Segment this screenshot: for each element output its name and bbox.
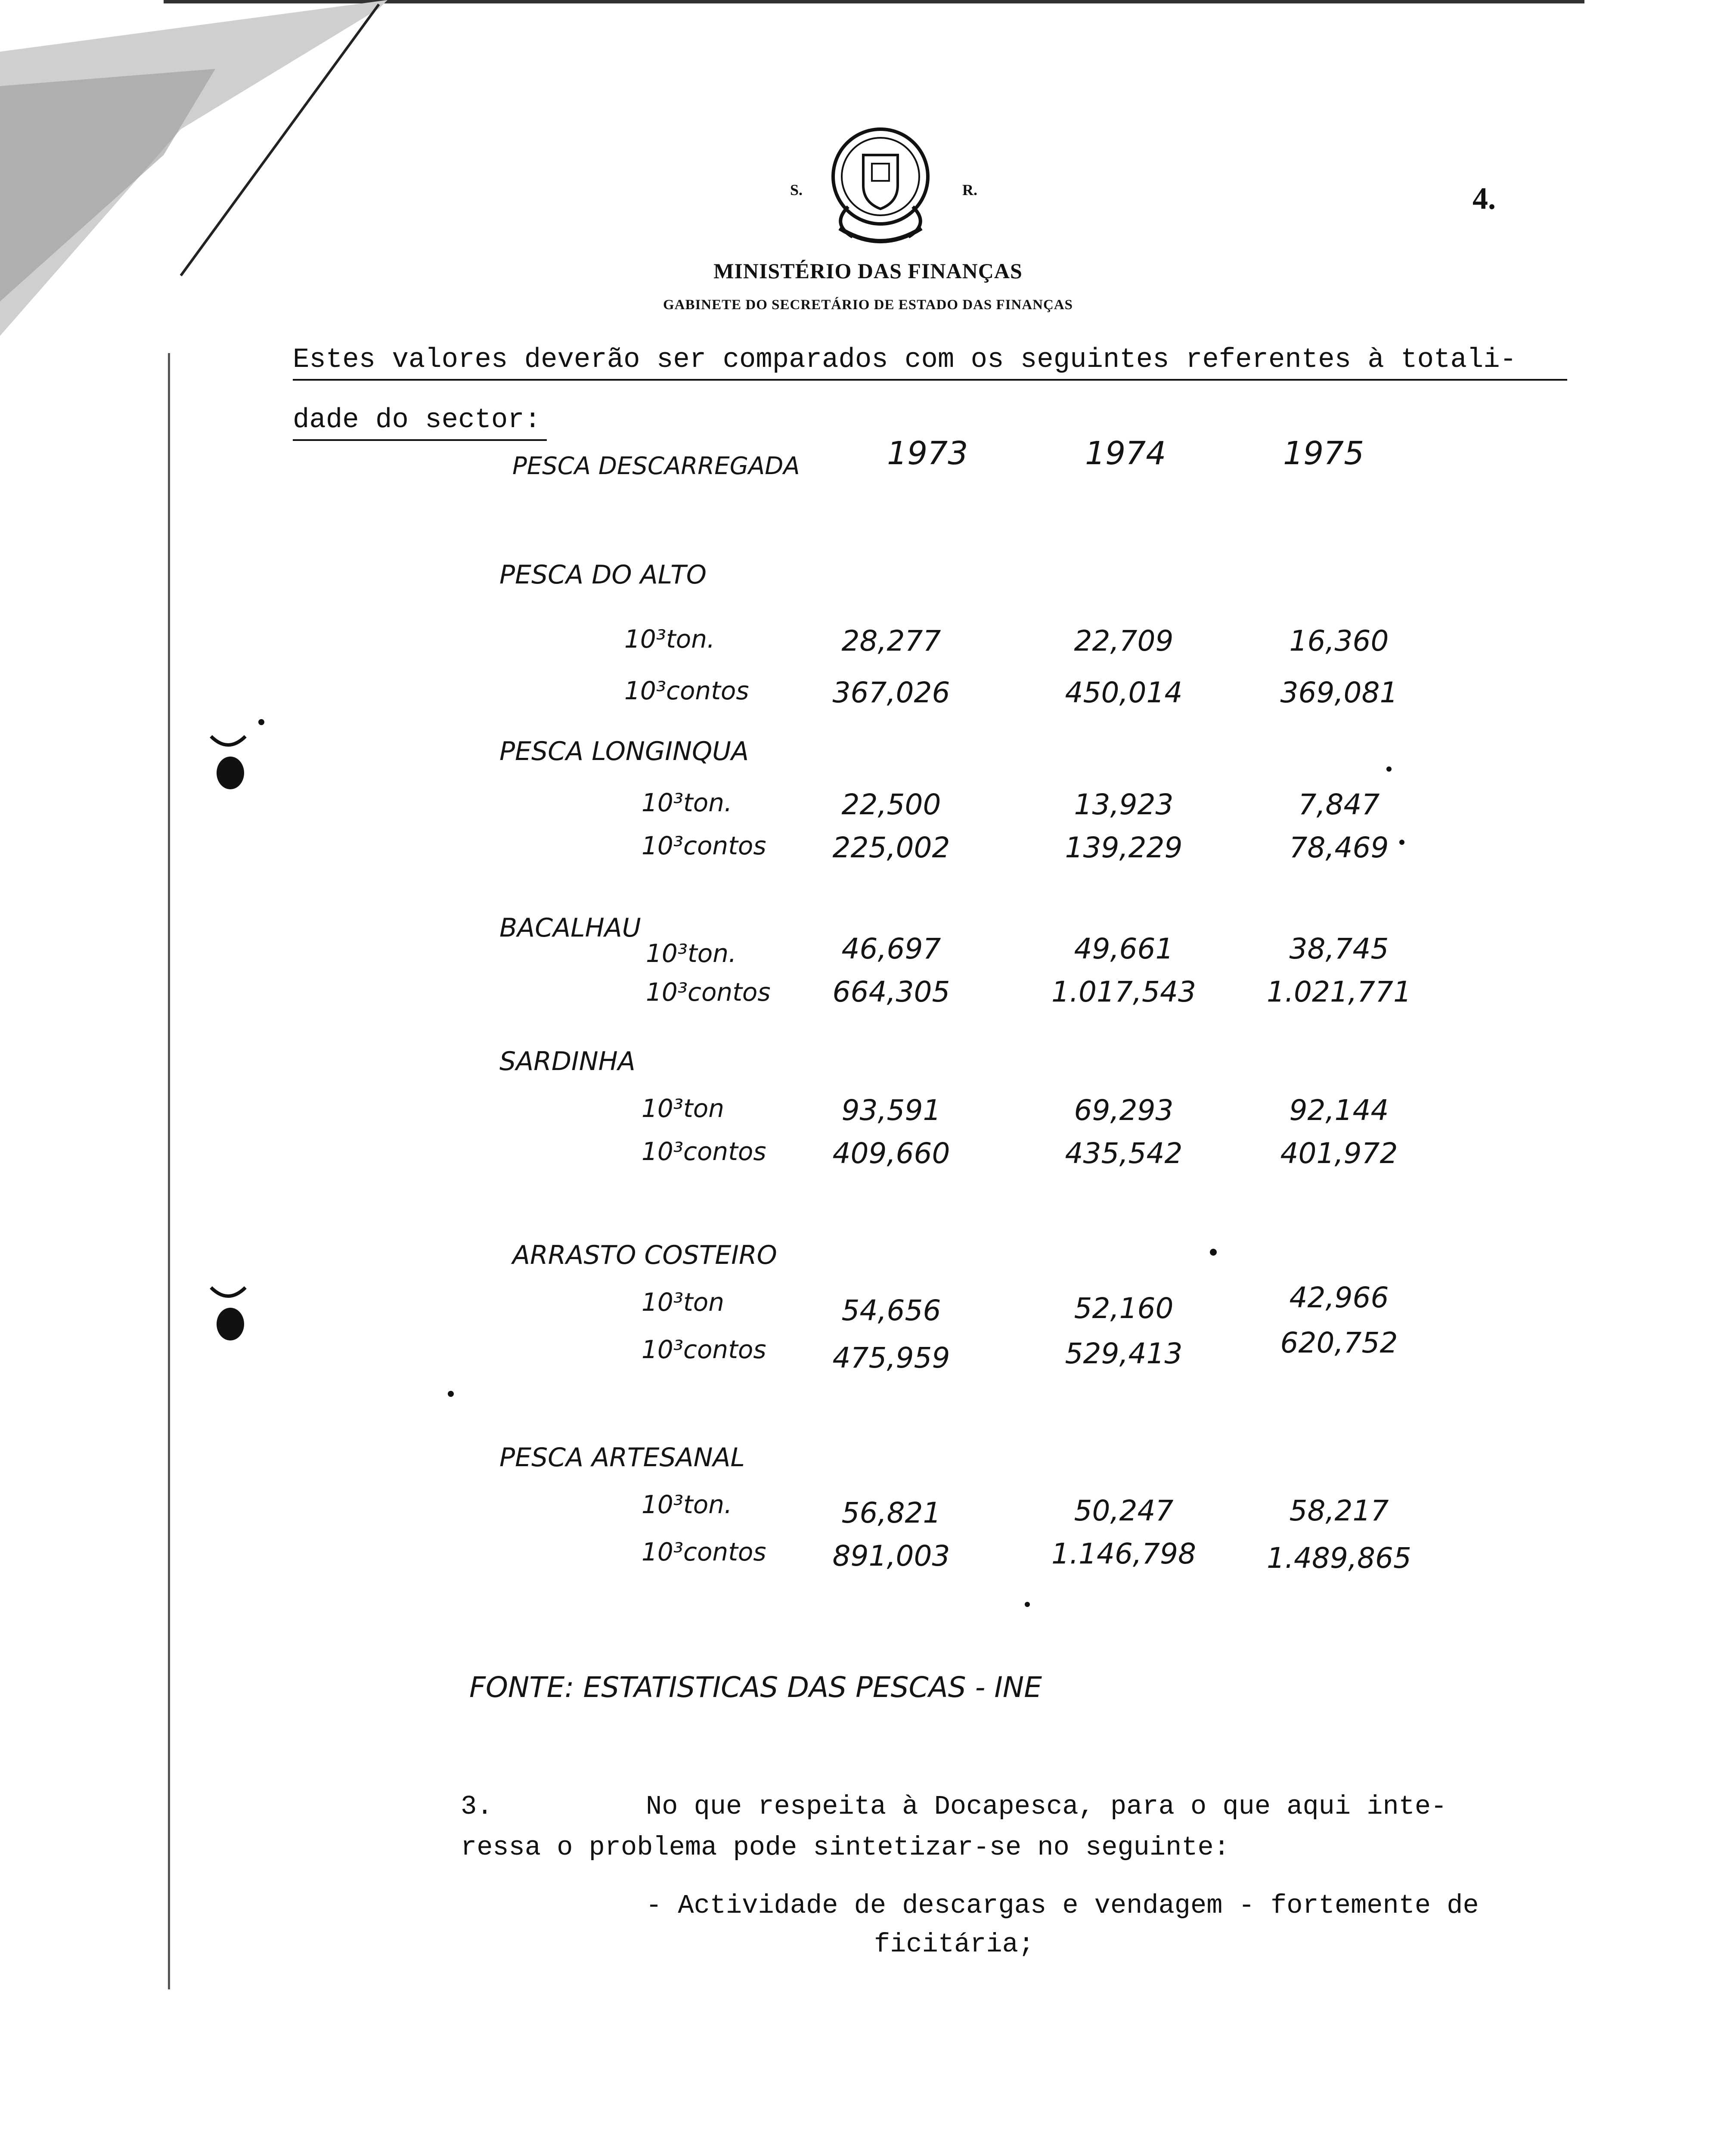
unit-label: 10³ton. bbox=[646, 939, 737, 968]
table-cell: 367,026 bbox=[832, 676, 950, 709]
scan-corner-shadow bbox=[0, 0, 388, 344]
paragraph-line-1: No que respeita à Docapesca, para o que aqui inte- bbox=[646, 1791, 1447, 1822]
table-cell: 1.146,798 bbox=[1051, 1537, 1196, 1570]
category-bacalhau: BACALHAU bbox=[499, 913, 641, 943]
cabinet-name: GABINETE DO SECRETÁRIO DE ESTADO DAS FINANÇAS bbox=[663, 297, 1073, 313]
table-cell: 475,959 bbox=[832, 1341, 950, 1374]
table-cell: 369,081 bbox=[1280, 676, 1398, 709]
table-cell: 1.489,865 bbox=[1267, 1542, 1411, 1575]
intro-line-1: Estes valores deverão ser comparados com os seguintes referentes à totali- bbox=[293, 344, 1517, 375]
unit-label: 10³ton bbox=[642, 1287, 725, 1317]
unit-label: 10³ton. bbox=[624, 624, 715, 654]
table-cell: 409,660 bbox=[832, 1137, 950, 1170]
table-header-label: PESCA DESCARREGADA bbox=[512, 452, 800, 480]
unit-label: 10³ton bbox=[642, 1094, 725, 1123]
year-1975: 1975 bbox=[1283, 435, 1364, 472]
category-pesca-artesanal: PESCA ARTESANAL bbox=[499, 1443, 745, 1473]
speck bbox=[1386, 766, 1392, 772]
table-cell: 38,745 bbox=[1289, 932, 1389, 965]
table-cell: 28,277 bbox=[841, 624, 941, 658]
table-cell: 69,293 bbox=[1074, 1094, 1174, 1127]
table-cell: 401,972 bbox=[1280, 1137, 1398, 1170]
table-cell: 13,923 bbox=[1074, 788, 1174, 821]
unit-label: 10³contos bbox=[642, 1335, 766, 1364]
table-cell: 56,821 bbox=[841, 1496, 941, 1529]
year-1973: 1973 bbox=[887, 435, 968, 472]
table-cell: 42,966 bbox=[1289, 1281, 1389, 1314]
table-cell: 50,247 bbox=[1074, 1494, 1174, 1527]
table-cell: 22,500 bbox=[841, 788, 941, 821]
table-cell: 664,305 bbox=[832, 975, 950, 1008]
unit-label: 10³ton. bbox=[642, 788, 732, 817]
punch-hole-icon bbox=[207, 1279, 254, 1348]
unit-label: 10³contos bbox=[624, 676, 749, 705]
category-arrasto-costeiro: ARRASTO COSTEIRO bbox=[512, 1240, 777, 1270]
unit-label: 10³contos bbox=[642, 1537, 766, 1567]
bullet-line-2: ficitária; bbox=[874, 1929, 1035, 1960]
paragraph-number: 3. bbox=[461, 1791, 493, 1822]
table-cell: 54,656 bbox=[841, 1294, 941, 1327]
intro-underline-1 bbox=[293, 379, 1567, 381]
speck bbox=[258, 719, 264, 725]
letterhead-initial-r: R. bbox=[962, 181, 977, 199]
table-cell: 225,002 bbox=[832, 831, 950, 864]
intro-line-2: dade do sector: bbox=[293, 405, 541, 436]
year-1974: 1974 bbox=[1085, 435, 1166, 472]
table-cell: 620,752 bbox=[1280, 1326, 1398, 1359]
table-cell: 49,661 bbox=[1074, 932, 1174, 965]
table-cell: 92,144 bbox=[1289, 1094, 1389, 1127]
table-cell: 1.017,543 bbox=[1051, 975, 1196, 1008]
page-number: 4. bbox=[1472, 181, 1496, 216]
table-cell: 139,229 bbox=[1065, 831, 1183, 864]
category-pesca-longinqua: PESCA LONGINQUA bbox=[499, 736, 749, 766]
category-pesca-do-alto: PESCA DO ALTO bbox=[499, 560, 707, 590]
table-cell: 46,697 bbox=[841, 932, 941, 965]
ministry-name: MINISTÉRIO DAS FINANÇAS bbox=[713, 259, 1023, 283]
table-cell: 529,413 bbox=[1065, 1337, 1183, 1370]
category-sardinha: SARDINHA bbox=[499, 1046, 636, 1076]
coat-of-arms-icon bbox=[822, 121, 939, 250]
table-cell: 93,591 bbox=[841, 1094, 941, 1127]
table-cell: 435,542 bbox=[1065, 1137, 1183, 1170]
letterhead-initial-s: S. bbox=[790, 181, 803, 199]
bullet-line-1: - Actividade de descargas e vendagem - fortemente de bbox=[646, 1890, 1479, 1921]
speck bbox=[1399, 840, 1404, 845]
table-cell: 450,014 bbox=[1065, 676, 1183, 709]
table-cell: 16,360 bbox=[1289, 624, 1389, 658]
table-cell: 7,847 bbox=[1298, 788, 1380, 821]
table-cell: 1.021,771 bbox=[1267, 975, 1411, 1008]
speck bbox=[1025, 1602, 1030, 1607]
unit-label: 10³ton. bbox=[642, 1490, 732, 1519]
punch-hole-icon bbox=[207, 728, 254, 797]
unit-label: 10³contos bbox=[642, 1137, 766, 1166]
table-cell: 891,003 bbox=[832, 1539, 950, 1573]
source-note: FONTE: ESTATISTICAS DAS PESCAS - INE bbox=[469, 1671, 1042, 1704]
paragraph-line-2: ressa o problema pode sintetizar-se no seguinte: bbox=[461, 1832, 1230, 1863]
intro-underline-2 bbox=[293, 439, 547, 441]
table-cell: 78,469 bbox=[1289, 831, 1389, 864]
table-cell: 58,217 bbox=[1289, 1494, 1389, 1527]
scan-left-edge bbox=[168, 353, 170, 1989]
unit-label: 10³contos bbox=[646, 977, 771, 1007]
unit-label: 10³contos bbox=[642, 831, 766, 860]
table-cell: 52,160 bbox=[1074, 1292, 1174, 1325]
table-cell: 22,709 bbox=[1074, 624, 1174, 658]
speck bbox=[1210, 1249, 1217, 1256]
speck bbox=[448, 1391, 454, 1397]
